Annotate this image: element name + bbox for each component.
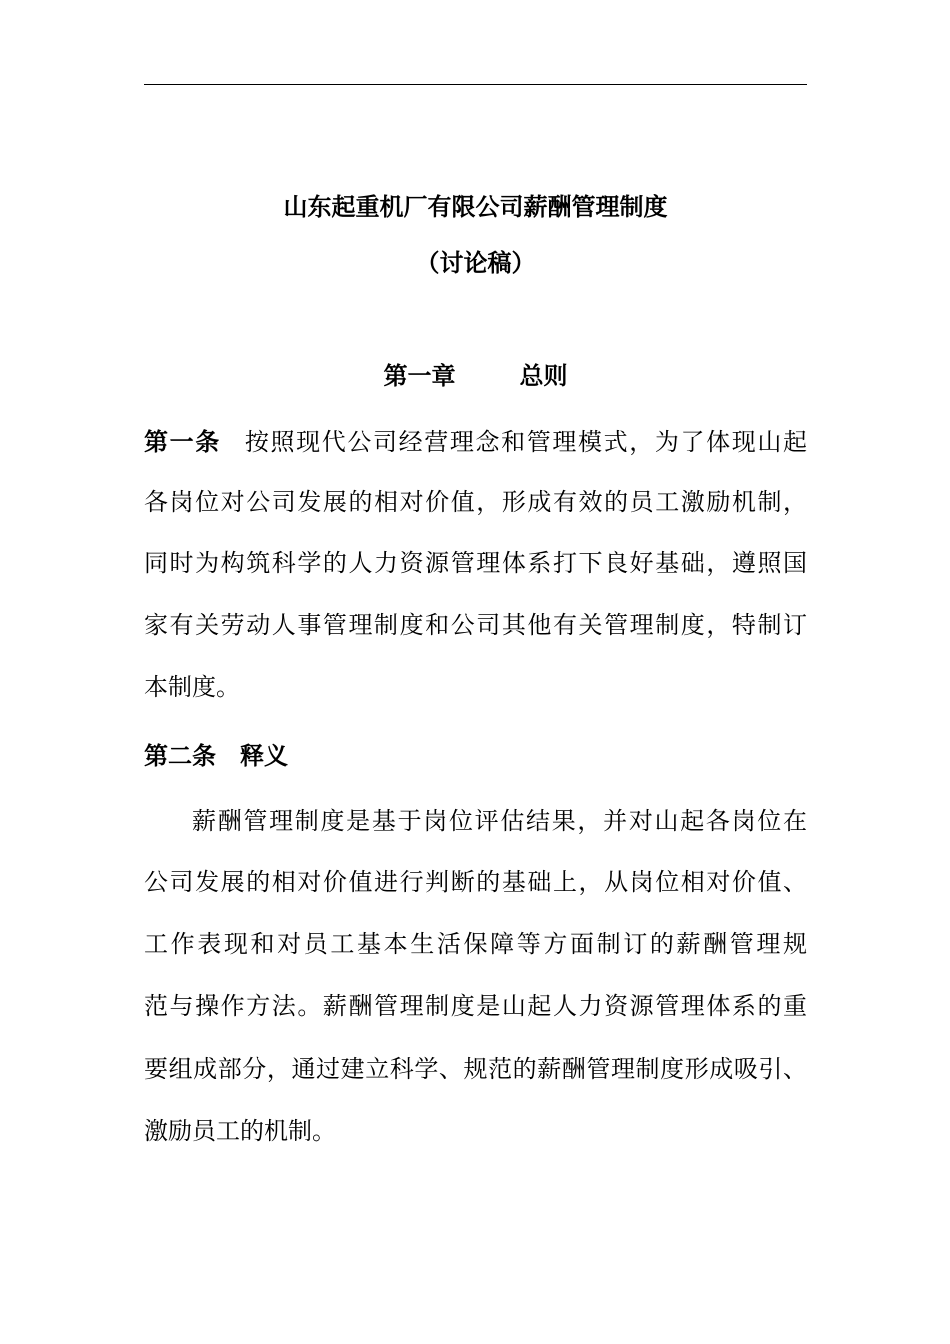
article-2-line-2: 公司发展的相对价值进行判断的基础上，从岗位相对价值、 xyxy=(144,868,807,896)
document-subtitle: （讨论稿） xyxy=(415,248,536,277)
article-1-text-1: 按照现代公司经营理念和管理模式，为了体现山起 xyxy=(244,428,807,456)
article-1-line-1 xyxy=(144,427,807,457)
article-1-line-3: 同时为构筑科学的人力资源管理体系打下良好基础，遵照国 xyxy=(144,549,807,577)
chapter-heading xyxy=(144,361,807,391)
article-2-line-1: 薪酬管理制度是基于岗位评估结果，并对山起各岗位在 xyxy=(192,807,807,835)
article-1-line-2: 各岗位对公司发展的相对价值，形成有效的员工激励机制， xyxy=(144,488,807,516)
header-rule xyxy=(144,84,807,85)
chapter-name: 总则 xyxy=(519,361,568,390)
article-2-line-6: 激励员工的机制。 xyxy=(144,1117,336,1145)
chapter-number: 第一章 xyxy=(383,361,456,390)
article-1-label: 第一条 xyxy=(144,427,221,456)
article-2-line-4: 范与操作方法。薪酬管理制度是山起人力资源管理体系的重 xyxy=(144,992,807,1020)
article-2-line-3: 工作表现和对员工基本生活保障等方面制订的薪酬管理规 xyxy=(144,930,807,958)
article-2-title: 释义 xyxy=(240,741,288,770)
article-1-line-5: 本制度。 xyxy=(144,673,240,701)
article-2-label: 第二条 xyxy=(144,741,216,770)
article-2-heading xyxy=(144,741,807,771)
document-title: 山东起重机厂有限公司薪酬管理制度 xyxy=(283,192,668,221)
article-1-line-4: 家有关劳动人事管理制度和公司其他有关管理制度，特制订 xyxy=(144,611,807,639)
article-2-line-5: 要组成部分，通过建立科学、规范的薪酬管理制度形成吸引、 xyxy=(144,1055,807,1083)
